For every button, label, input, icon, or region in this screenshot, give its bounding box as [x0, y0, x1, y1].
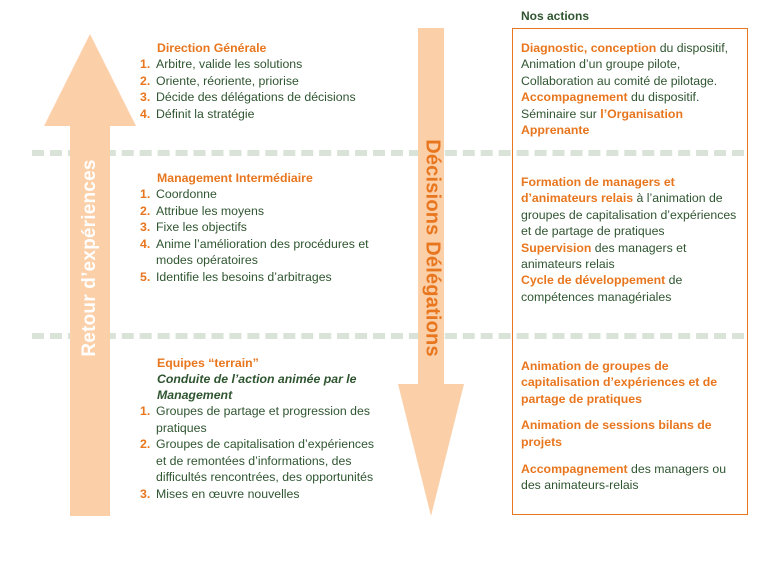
action-terrain-b2: Animation de sessions bilans de projets — [521, 418, 712, 449]
list-item-text: Identifie les besoins d’arbitrages — [156, 269, 332, 284]
action-management-t3: de compétences managériales — [521, 273, 683, 304]
list-item — [140, 56, 395, 73]
list-item — [140, 219, 390, 236]
level-direction-title: Direction Générale — [157, 41, 267, 55]
action-direction-b1: Diagnostic, conception — [521, 41, 657, 55]
level-management-title: Management Intermédiaire — [157, 171, 313, 185]
action-terrain-b1: Animation de groupes de capitalisation d’expériences et de partage de pratiques — [521, 359, 718, 406]
action-direction — [521, 40, 747, 138]
list-item — [140, 203, 390, 220]
action-direction-t2: du dispositif. Séminaire sur — [521, 90, 700, 121]
list-item-text: Définit la stratégie — [156, 106, 255, 121]
list-item — [140, 186, 390, 203]
level-terrain — [140, 355, 378, 503]
list-item-text: Anime l’amélioration des procédures et modes opératoires — [156, 236, 369, 268]
list-item-text: Groupes de partage et progression des pratiques — [156, 404, 370, 435]
list-item-number: 1. — [140, 57, 151, 71]
list-item-text: Fixe les objectifs — [156, 220, 247, 235]
level-management — [140, 170, 390, 286]
nos-actions-heading: Nos actions — [521, 9, 590, 23]
list-item-number: 4. — [140, 106, 151, 121]
level-management-list — [140, 186, 390, 286]
action-management-b2: Supervision — [521, 240, 592, 255]
list-item-text: Arbitre, valide les solutions — [156, 57, 303, 71]
action-management-b3: Cycle de développement — [521, 273, 666, 288]
list-item-number: 2. — [140, 73, 151, 88]
list-item-text: Coordonne — [156, 187, 217, 201]
action-direction-b3: l’Organisation Apprenante — [521, 106, 683, 138]
list-item-number: 3. — [140, 90, 151, 105]
list-item-number: 5. — [140, 269, 151, 284]
level-terrain-title: Equipes “terrain” — [157, 356, 259, 370]
list-item-number: 2. — [140, 437, 151, 452]
list-item-text: Attribue les moyens — [156, 203, 264, 218]
list-item — [140, 486, 378, 503]
center-arrow-label: Décisions Délégations — [421, 139, 444, 357]
list-item-number: 1. — [140, 404, 151, 418]
list-item-number: 1. — [140, 187, 151, 201]
list-item-text: Oriente, réoriente, priorise — [156, 73, 299, 88]
action-management-t1: à l’animation de groupes de capitalisation d’expériences et de partage de pratiques — [521, 191, 737, 239]
action-management-t2: des managers et animateurs relais — [521, 240, 687, 272]
list-item-number: 4. — [140, 236, 151, 251]
level-direction — [140, 40, 395, 122]
action-direction-b2: Accompagnement — [521, 90, 628, 105]
list-item-number: 2. — [140, 203, 151, 218]
action-terrain-b3: Accompagnement — [521, 462, 628, 477]
action-terrain — [521, 358, 747, 494]
list-item — [140, 73, 395, 90]
level-terrain-subtitle: Conduite de l’action animée par le Management — [157, 372, 357, 402]
left-arrow-label: Retour d’expériences — [79, 159, 100, 357]
level-terrain-list — [140, 403, 378, 503]
action-direction-t1: du dispositif, Animation d’un groupe pilote, Collaboration au comité de pilotage. — [521, 41, 729, 88]
level-direction-list — [140, 56, 395, 122]
list-item — [140, 89, 395, 106]
list-item-text: Mises en œuvre nouvelles — [156, 486, 300, 501]
list-item-text: Groupes de capitalisation d’expériences et de remontées d’informations, des difficultés rencontrées, des opportunités — [156, 437, 375, 485]
list-item — [140, 269, 390, 286]
action-terrain-t3: des managers ou des animateurs-relais — [521, 462, 727, 493]
list-item — [140, 106, 395, 123]
action-management — [521, 174, 747, 305]
list-item — [140, 403, 378, 436]
list-item — [140, 436, 378, 486]
list-item — [140, 236, 390, 269]
list-item-number: 3. — [140, 220, 151, 235]
action-management-b1: Formation de managers et d’animateurs relais — [521, 175, 675, 206]
list-item-number: 3. — [140, 486, 151, 501]
list-item-text: Décide des délégations de décisions — [156, 90, 356, 105]
